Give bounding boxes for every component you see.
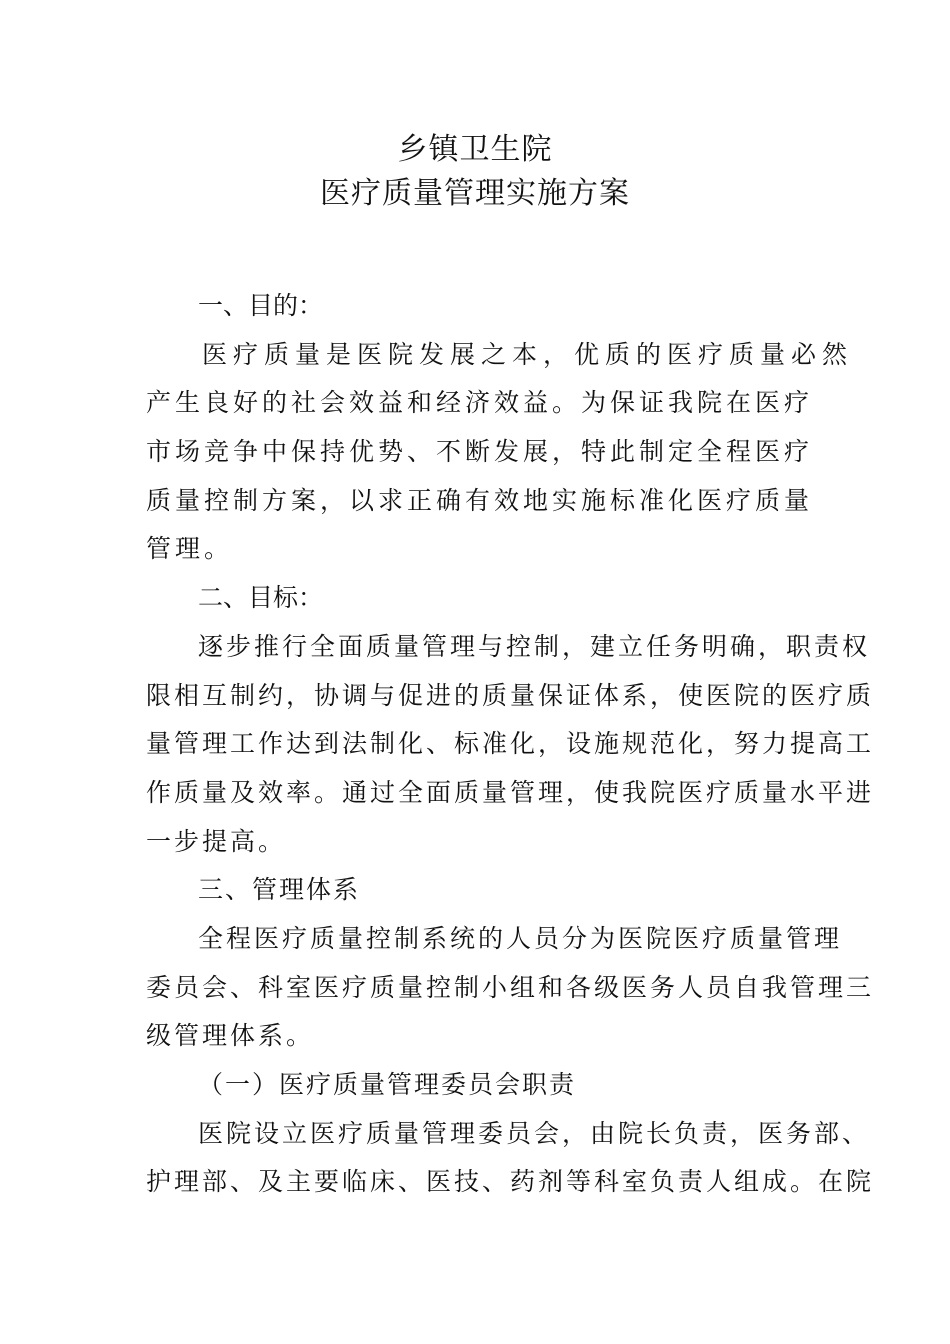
section-heading-goal: 二、目标： — [198, 583, 324, 613]
section-heading-purpose: 一、目的： — [198, 291, 324, 320]
document-title — [0, 128, 950, 216]
section-heading-system: 三、管理体系 — [198, 875, 361, 905]
title-line-2: 医疗质量管理实施方案 — [320, 176, 630, 211]
paragraph-line: 级管理体系。 — [146, 1021, 315, 1051]
paragraph-line: 限相互制约，协调与促进的质量保证体系，使医院的医疗质 — [146, 680, 875, 710]
paragraph-line: 医院设立医疗质量管理委员会，由院长负责，医务部、 — [198, 1118, 871, 1148]
paragraph-line: 全程医疗质量控制系统的人员分为医院医疗质量管理 — [198, 923, 843, 953]
subsection-heading: （一）医疗质量管理委员会职责 — [198, 1070, 577, 1099]
paragraph-line: 质量控制方案，以求正确有效地实施标准化医疗质量 — [146, 485, 814, 515]
paragraph-line: 委员会、科室医疗质量控制小组和各级医务人员自我管理三 — [146, 972, 875, 1002]
paragraph-line: 市场竞争中保持优势、不断发展，特此制定全程医疗 — [146, 437, 814, 467]
document-body — [146, 282, 875, 1207]
title-line-1: 乡镇卫生院 — [397, 132, 553, 167]
paragraph-line: 管理。 — [146, 534, 234, 564]
paragraph-line: 一步提高。 — [146, 826, 287, 856]
paragraph-line: 量管理工作达到法制化、标准化，设施规范化，努力提高工 — [146, 729, 875, 759]
paragraph-line: 护理部、及主要临床、医技、药剂等科室负责人组成。在院 — [146, 1167, 875, 1197]
paragraph-line: 作质量及效率。通过全面质量管理，使我院医疗质量水平进 — [146, 777, 875, 807]
paragraph-line: 医疗质量是医院发展之本，优质的医疗质量必然 — [202, 339, 854, 369]
paragraph-line: 产生良好的社会效益和经济效益。为保证我院在医疗 — [146, 388, 814, 418]
paragraph-line: 逐步推行全面质量管理与控制，建立任务明确，职责权 — [198, 631, 871, 661]
